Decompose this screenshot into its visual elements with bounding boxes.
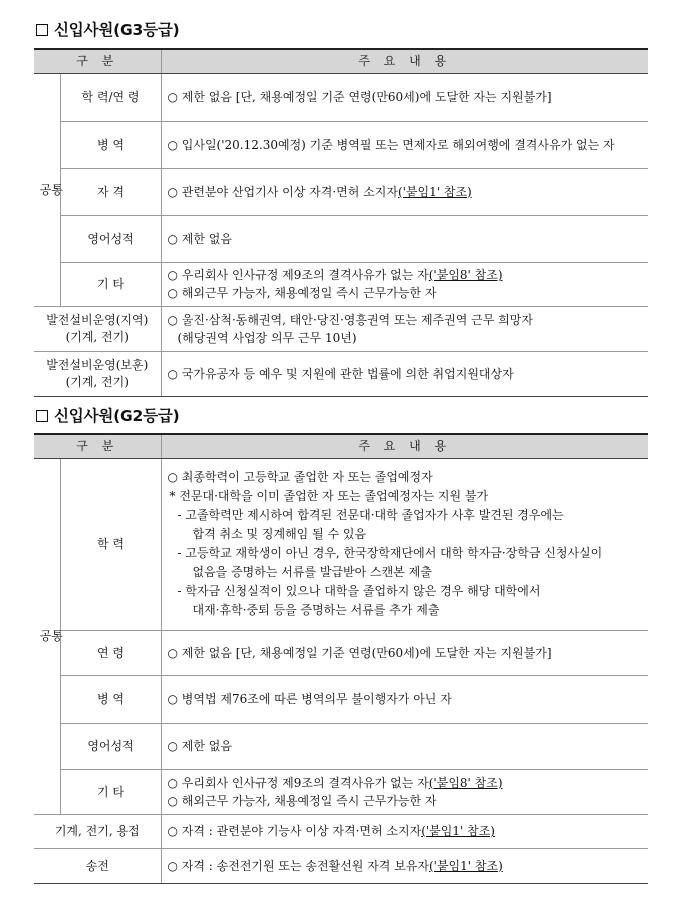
table-row [34, 351, 648, 396]
appendix-reference: ('붙임8' 참조) [428, 775, 503, 790]
row-content: ○ 관련분야 산업기사 이상 자격·면허 소지자('붙임1' 참조) [161, 168, 648, 215]
g2-table [34, 433, 648, 884]
row-content: ○ 최종학력이 고등학교 졸업한 자 또는 졸업예정자 * 전문대·대학을 이미 졸업한 자 또는 졸업예정자는 지원 불가 - 고졸학력만 제시하여 합격된 전문대·대학 졸업자가 사후 발견된 경우에는 합격 취소 및 징계해임 될 수 있음 - 고등학교 재학생이 아닌 경우, 한국장학재단에서 대학 학자금·장학금 신청사실이 없음을 증명하는 서류를 발급받아 스캔본 제출 - 학자금 신청실적이 있으나 대학을 졸업하지 않은 경우 해당 대학에서 대재·휴학·중퇴 등을 증명하는 서류를 추가 제출 [161, 458, 648, 630]
table-row [34, 723, 648, 769]
row-content: ○ 제한 없음 [161, 723, 648, 769]
table-header-row [34, 434, 648, 458]
table-row [34, 630, 648, 675]
section-title-g3 [36, 18, 180, 40]
g3-table [34, 48, 648, 397]
header-content: 주 요 내 용 [161, 434, 648, 458]
header-content: 주 요 내 용 [161, 49, 648, 73]
section-title-text: 신입사원(G2등급) [54, 407, 180, 425]
table-row [34, 769, 648, 814]
group-label-common: 공통 [34, 458, 60, 814]
row-content: ○ 울진·삼척·동해권역, 태안·당진·영흥권역 또는 제주권역 근무 희망자 (해당권역 사업장 의무 근무 10년) [161, 306, 648, 351]
row-content: ○ 우리회사 인사규정 제9조의 결격사유가 없는 자('붙임8' 참조) ○ 해외근무 가능자, 채용예정일 즉시 근무가능한 자 [161, 769, 648, 814]
checkbox-square-icon [36, 24, 48, 36]
row-content: ○ 자격 : 관련분야 기능사 이상 자격·면허 소지자('붙임1' 참조) [161, 814, 648, 848]
table-row [34, 215, 648, 262]
row-label-age: 연 령 [60, 630, 161, 675]
section-title-g2 [36, 404, 180, 426]
row-label-military: 병 역 [60, 675, 161, 723]
row-label-military: 병 역 [60, 121, 161, 168]
table-row [34, 458, 648, 630]
row-label-plant-veteran: 발전설비운영(보훈) (기계, 전기) [34, 351, 161, 396]
table-row [34, 306, 648, 351]
table-row [34, 262, 648, 306]
row-content: ○ 제한 없음 [단, 채용예정일 기준 연령(만60세)에 도달한 자는 지원불가] [161, 630, 648, 675]
table-row [34, 814, 648, 848]
row-label-plant-region: 발전설비운영(지역) (기계, 전기) [34, 306, 161, 351]
row-content: ○ 제한 없음 [161, 215, 648, 262]
row-label-english: 영어성적 [60, 723, 161, 769]
appendix-reference: ('붙임8' 참조) [428, 268, 503, 282]
row-label-mech-elec-weld: 기계, 전기, 용접 [34, 814, 161, 848]
table-row [34, 848, 648, 883]
appendix-reference: ('붙임1' 참조) [397, 184, 472, 199]
header-category: 구 분 [34, 434, 161, 458]
row-content: ○ 제한 없음 [단, 채용예정일 기준 연령(만60세)에 도달한 자는 지원불가] [161, 73, 648, 121]
header-category: 구 분 [34, 49, 161, 73]
row-content: ○ 자격 : 송전전기원 또는 송전활선원 자격 보유자('붙임1' 참조) [161, 848, 648, 883]
row-content: ○ 국가유공자 등 예우 및 지원에 관한 법률에 의한 취업지원대상자 [161, 351, 648, 396]
table-header-row [34, 49, 648, 73]
row-label-etc: 기 타 [60, 769, 161, 814]
group-label-common: 공통 [34, 73, 60, 306]
row-label-etc: 기 타 [60, 262, 161, 306]
row-content: ○ 우리회사 인사규정 제9조의 결격사유가 없는 자('붙임8' 참조) ○ 해외근무 가능자, 채용예정일 즉시 근무가능한 자 [161, 262, 648, 306]
appendix-reference: ('붙임1' 참조) [428, 858, 503, 873]
row-content: ○ 입사일('20.12.30예정) 기준 병역필 또는 면제자로 해외여행에 결격사유가 없는 자 [161, 121, 648, 168]
table-row [34, 675, 648, 723]
table-row [34, 168, 648, 215]
row-label-education: 학 력 [60, 458, 161, 630]
checkbox-square-icon [36, 410, 48, 422]
row-label-transmission: 송전 [34, 848, 161, 883]
row-label-english: 영어성적 [60, 215, 161, 262]
row-label-license: 자 격 [60, 168, 161, 215]
table-row [34, 121, 648, 168]
appendix-reference: ('붙임1' 참조) [421, 824, 495, 838]
table-row [34, 73, 648, 121]
row-label-education-age: 학 력/연 령 [60, 73, 161, 121]
section-title-text: 신입사원(G3등급) [54, 21, 180, 39]
row-content: ○ 병역법 제76조에 따른 병역의무 불이행자가 아닌 자 [161, 675, 648, 723]
